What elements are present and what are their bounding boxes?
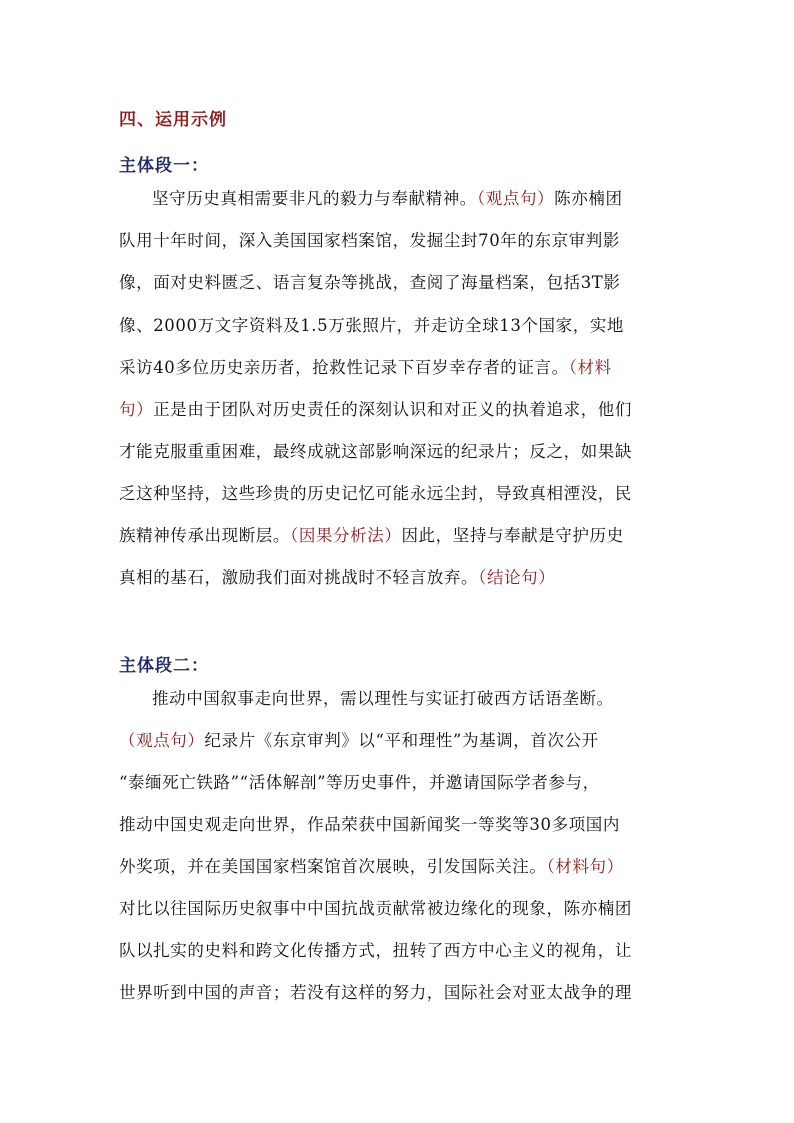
p2-line-1: 推动中国叙事走向世界，需以理性与实证打破西方话语垄断。 xyxy=(152,689,614,708)
tag-material: （材料 xyxy=(568,358,612,377)
section2-title: 主体段二： xyxy=(119,656,209,676)
p1-line-3: 像，面对史料匮乏、语言复杂等挑战，查阅了海量档案，包括3T影 xyxy=(119,273,621,292)
tag-viewpoint: （观点句） xyxy=(476,189,555,208)
p1-line-4: 像、2000万文字资料及1.5万张照片，并走访全球13个国家，实地 xyxy=(119,316,625,335)
p2-line-3: “泰缅死亡铁路”“活体解剖”等历史事件，并邀请国际学者参与， xyxy=(119,773,600,792)
p1-line-5: 采访40多位历史亲历者，抢救性记录下百岁幸存者的证言。（材料 xyxy=(119,358,612,377)
section-heading: 四、运用示例 xyxy=(119,110,227,130)
p1-line-8: 乏这种坚持，这些珍贵的历史记忆可能永远尘封，导致真相湮没，民 xyxy=(119,484,632,503)
tag-material-end: 句） xyxy=(119,400,154,419)
p1-line-7: 才能克服重重困难，最终成就这部影响深远的纪录片；反之，如果缺 xyxy=(119,442,632,461)
p2-line-4: 推动中国史观走向世界，作品荣获中国新闻奖一等奖等30多项国内 xyxy=(119,815,620,834)
p2-line-7: 队以扎实的史料和跨文化传播方式，扭转了西方中心主义的视角，让 xyxy=(119,941,632,960)
p2-line-8: 世界听到中国的声音；若没有这样的努力，国际社会对亚太战争的理 xyxy=(119,983,632,1002)
tag-material-2: （材料句） xyxy=(546,857,624,876)
section1-title: 主体段一： xyxy=(119,156,209,176)
tag-conclusion: （结论句） xyxy=(478,568,556,587)
p2-line-6: 对比以往国际历史叙事中中国抗战贡献常被边缘化的现象，陈亦楠团 xyxy=(119,899,632,918)
p2-line-2: （观点句）纪录片《东京审判》以“平和理性”为基调，首次公开 xyxy=(119,731,599,750)
p1-line-9: 族精神传承出现断层。（因果分析法）因此，坚持与奉献是守护历史 xyxy=(119,526,624,545)
p2-line-5: 外奖项，并在美国国家档案馆首次展映，引发国际关注。（材料句） xyxy=(119,857,624,876)
p1-line-2: 队用十年时间，深入美国国家档案馆，发掘尘封70年的东京审判影 xyxy=(119,231,620,250)
tag-viewpoint-2: （观点句） xyxy=(119,731,205,750)
p1-line-6: 句）正是由于团队对历史责任的深刻认识和对正义的执着追求，他们 xyxy=(119,400,633,419)
p1-line-1: 坚守历史真相需要非凡的毅力与奉献精神。（观点句）陈亦楠团 xyxy=(152,189,623,208)
p1-line-10: 真相的基石，激励我们面对挑战时不轻言放弃。（结论句） xyxy=(119,568,556,587)
tag-cause-effect: （因果分析法） xyxy=(290,526,402,545)
